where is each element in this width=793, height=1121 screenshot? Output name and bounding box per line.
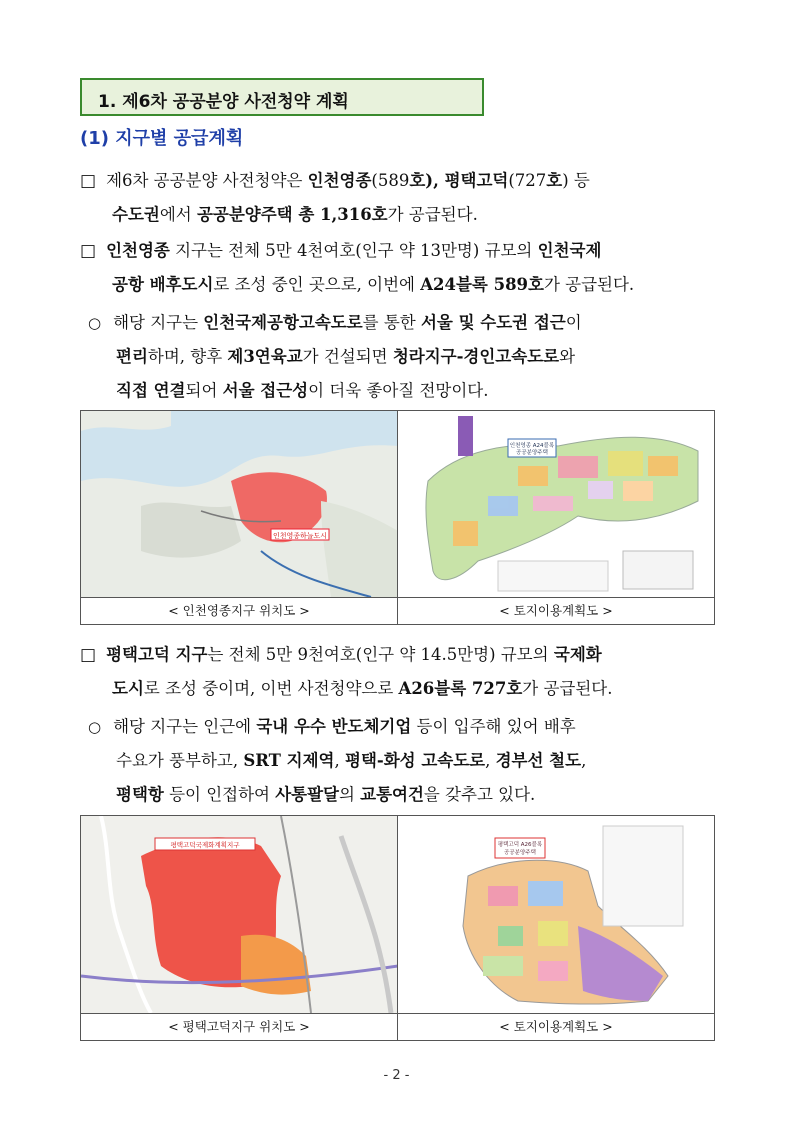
incheon-map-label: 인천영종하늘도시: [272, 532, 328, 540]
paragraph-line: □ 평택고덕 지구는 전체 5만 9천여호(인구 약 14.5만명) 규모의 국제화: [80, 645, 602, 665]
incheon-plan-caption: < 토지이용계획도 >: [398, 597, 714, 624]
square-bullet-icon: □: [80, 241, 97, 261]
circle-bullet-icon: ○: [88, 314, 102, 332]
paragraph-2: [80, 234, 720, 302]
pyeongtaek-location-map: [81, 816, 398, 1013]
paragraph-5: [88, 710, 720, 812]
square-bullet-icon: □: [80, 645, 97, 665]
pyeongtaek-plan-label-2: 공공분양주택: [504, 850, 536, 856]
pyeongtaek-plan-label-1: 평택고덕 A26블록: [497, 842, 543, 848]
pyeongtaek-map-label: 평택고덕국제화계획지구: [170, 841, 240, 849]
incheon-location-map: [81, 411, 398, 597]
paragraph-1: [80, 164, 720, 232]
paragraph-line: □ 인천영종 지구는 전체 5만 4천여호(인구 약 13만명) 규모의 인천국제: [80, 241, 602, 261]
paragraph-3: [88, 306, 720, 408]
incheon-map-caption: < 인천영종지구 위치도 >: [81, 597, 398, 624]
paragraph-line: 수도권에서 공공분양주택 총 1,316호가 공급된다.: [112, 205, 478, 224]
paragraph-line: □ 제6차 공공분양 사전청약은 인천영종(589호), 평택고덕(727호) 등: [80, 171, 590, 191]
circle-bullet-icon: ○: [88, 718, 102, 736]
incheon-land-use-plan: [398, 411, 714, 597]
section-title-box: [80, 78, 484, 116]
square-bullet-icon: □: [80, 171, 97, 191]
subheading: (1) 지구별 공급계획: [80, 128, 244, 149]
incheon-plan-label-2: 공공분양주택: [516, 450, 548, 456]
paragraph-line: 평택항 등이 인접하여 사통팔달의 교통여건을 갖추고 있다.: [116, 785, 536, 804]
paragraph-line: 도시로 조성 중이며, 이번 사전청약으로 A26블록 727호가 공급된다.: [112, 679, 613, 698]
pyeongtaek-land-use-plan: [398, 816, 714, 1013]
pyeongtaek-map-caption: < 평택고덕지구 위치도 >: [81, 1013, 398, 1040]
incheon-plan-label-1: 인천영종 A24블록: [509, 443, 555, 449]
section-title: 1. 제6차 공공분양 사전청약 계획: [98, 92, 349, 112]
page-number: - 2 -: [383, 1068, 410, 1083]
figure-incheon: [80, 410, 715, 625]
paragraph-line: ○ 해당 지구는 인천국제공항고속도로를 통한 서울 및 수도권 접근이: [88, 313, 582, 332]
pyeongtaek-plan-caption: < 토지이용계획도 >: [398, 1013, 714, 1040]
paragraph-line: ○ 해당 지구는 인근에 국내 우수 반도체기업 등이 입주해 있어 배후: [88, 717, 576, 736]
paragraph-line: 공항 배후도시로 조성 중인 곳으로, 이번에 A24블록 589호가 공급된다.: [112, 275, 635, 294]
paragraph-line: 수요가 풍부하고, SRT 지제역, 평택-화성 고속도로, 경부선 철도,: [116, 751, 587, 770]
paragraph-line: 편리하며, 향후 제3연육교가 건설되면 청라지구-경인고속도로와: [116, 347, 576, 366]
figure-pyeongtaek: [80, 815, 715, 1041]
paragraph-4: [80, 638, 720, 706]
paragraph-line: 직접 연결되어 서울 접근성이 더욱 좋아질 전망이다.: [116, 381, 489, 400]
